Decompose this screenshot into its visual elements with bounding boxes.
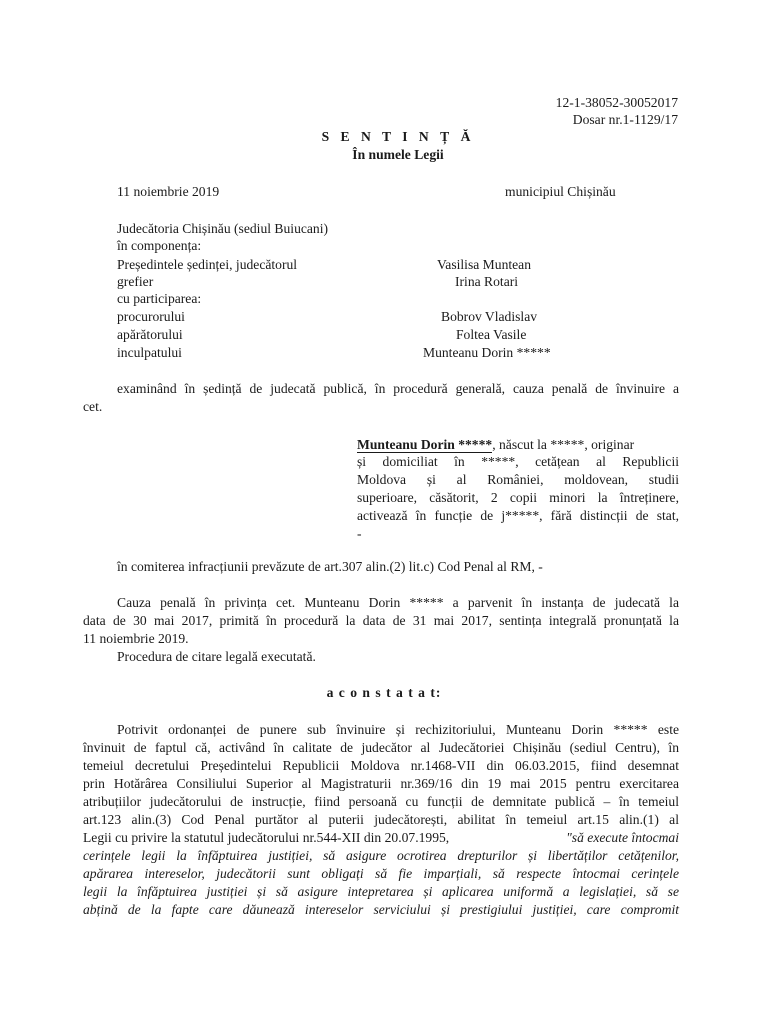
prosecutor-name: Bobrov Vladislav [441, 309, 538, 324]
body-line-italic-tail: "să execute întocmai [566, 830, 679, 845]
court-name: Judecătoria Chișinău (sediul Buiucani) [117, 221, 329, 236]
prosecutor-role: procurorului [117, 309, 185, 324]
body-line: art.123 alin.(3) Cod Penal purtător al puterii judecătorești, abilitat în temeiul art.15 alin.(1) al [83, 812, 679, 827]
procedure-line-2: data de 30 mai 2017, primită în procedură la data de 31 mai 2017, sentința integrală pronunțată la [83, 613, 679, 628]
offence-line: în comiterea infracțiunii prevăzute de art.307 alin.(2) lit.c) Cod Penal al RM, - [117, 559, 543, 574]
procedure-line-4: Procedura de citare legală executată. [117, 649, 316, 664]
clerk-name: Irina Rotari [455, 274, 519, 289]
procedure-line-3: 11 noiembrie 2019. [83, 631, 189, 646]
examining-line-2: cet. [83, 399, 103, 414]
presiding-judge-role: Președintele ședinței, judecătorul [117, 257, 298, 272]
composition-label: în componența: [117, 238, 202, 253]
defendant-name-underlined: Munteanu Dorin ***** [357, 437, 493, 452]
dosar-number: Dosar nr.1-1129/17 [572, 112, 678, 127]
clerk-role: grefier [117, 274, 154, 289]
defender-name: Foltea Vasile [456, 327, 527, 342]
body-line-italic: apărarea intereselor, judecătorii sunt obligați să fie imparțiali, să respecte întocmai cerințele [83, 866, 679, 881]
defendant-line-6: - [357, 526, 362, 541]
defendant-line-3: Moldova și al României, moldovean, studii [357, 472, 679, 487]
body-line: temeiul decretului Președintelui Republicii Moldova nr.1468-VII din 06.03.2015, fiind desemnat [83, 758, 679, 773]
body-line: atribuțiilor judecătorului de instrucție, fiind persoană cu funcții de demnitate publică – în temeiul [83, 794, 679, 809]
body-line: prin Hotărârea Consiliului Superior al Magistraturii nr.369/16 din 19 mai 2015 pentru exercitarea [83, 776, 679, 791]
defendant-line-5: activează în funcție de j*****, fără distincții de stat, [357, 508, 679, 523]
defendant-line-2: și domiciliat în *****, cetățean al Republicii [357, 454, 679, 469]
document-subtitle: În numele Legii [352, 147, 444, 162]
body-line-italic: legii la înfăptuirea justiției și să asigure intepretarea și aplicarea uniformă a legislației, să se [83, 884, 679, 899]
procedure-line-1: Cauza penală în privința cet. Munteanu Dorin ***** a parvenit în instanța de judecată la [117, 595, 679, 610]
body-line: Potrivit ordonanței de punere sub învinuire și rechizitoriului, Munteanu Dorin ***** este [117, 722, 679, 737]
judgment-date: 11 noiembrie 2019 [117, 184, 220, 199]
judgment-place: municipiul Chișinău [505, 184, 616, 199]
defendant-line-1-rest: , născut la *****, originar [492, 437, 635, 452]
participation-label: cu participarea: [117, 291, 202, 306]
body-line-italic: abțină de la fapte care dăunează intereselor serviciului și prestigiului justiției, care compromit [83, 902, 679, 917]
defendant-line-1 [357, 436, 679, 453]
body-line: învinuit de faptul că, activând în calitate de judecător al Judecătoriei Chișinău (sediul Centru), în [83, 740, 679, 755]
body-line-italic: cerințele legii la înfăptuirea justiției, să asigure ocrotirea drepturilor și libertăților cetățenilor, [83, 848, 679, 863]
defendant-line-4: superioare, căsătorit, 2 copii minori la întreținere, [357, 490, 679, 505]
defendant-role: inculpatului [117, 345, 182, 360]
presiding-judge-name: Vasilisa Muntean [437, 257, 532, 272]
body-line-mixed [83, 829, 679, 846]
constatat-heading: a c o n s t a t a t: [326, 685, 442, 700]
examining-line-1: examinând în ședință de judecată publică, în procedură generală, cauza penală de învinuire a [117, 381, 679, 396]
defender-role: apărătorului [117, 327, 183, 342]
body-line-roman: Legii cu privire la statutul judecătorului nr.544-XII din 20.07.1995, [83, 830, 453, 845]
case-number: 12-1-38052-30052017 [555, 95, 678, 110]
document-title: S E N T I N Ț Ă [321, 129, 475, 144]
defendant-name-cell: Munteanu Dorin ***** [423, 345, 551, 360]
